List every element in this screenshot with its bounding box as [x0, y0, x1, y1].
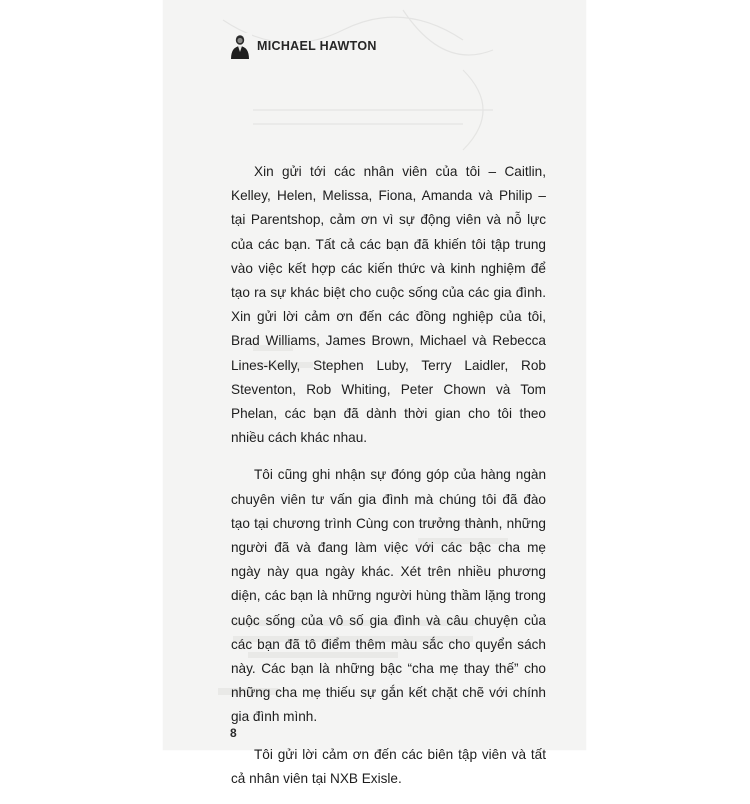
author-name: MICHAEL HAWTON [257, 39, 377, 53]
paragraph-counsellors-thanks: Tôi cũng ghi nhận sự đóng góp của hàng ngàn chuyên viên tư vấn gia đình mà chúng tôi đã đào tạo tại chương trình Cùng con trưởng thành, những người đã và đang làm việc với các bậc cha mẹ ngày này qua ngày khác. Xét trên nhiều phương diện, các bạn là những người hùng thầm lặng trong cuộc sống của vô số gia đình và câu chuyện của các bạn đã tô điểm thêm màu sắc cho quyển sách này. Các bạn là những bậc “cha mẹ thay thế” cho những cha mẹ thiếu sự gắn kết chặt chẽ với chính gia đình mình. [231, 467, 546, 725]
body-text [231, 160, 546, 804]
running-header [228, 33, 377, 59]
paragraph-staff-thanks: Xin gửi tới các nhân viên của tôi – Caitlin, Kelley, Helen, Melissa, Fiona, Amanda và Philip – tại Parentshop, cảm ơn vì sự động viên và nỗ lực của các bạn. Tất cả các bạn đã khiến tôi tập trung vào việc kết hợp các kiến thức và kinh nghiệm để tạo ra sự khác biệt cho cuộc sống của các gia đình. Xin gửi lời cảm ơn đến các đồng nghiệp của tôi, Brad Williams, James Brown, Michael và Rebecca Lines-Kelly, Stephen Luby, Terry Laidler, Rob Steventon, Rob Whiting, Peter Chown và Tom Phelan, các bạn đã dành thời gian cho tôi theo nhiều cách khác nhau. [231, 164, 546, 446]
author-portrait-icon [228, 33, 252, 59]
page-number: 8 [230, 726, 237, 740]
paragraph-editors-thanks: Tôi gửi lời cảm ơn đến các biên tập viên và tất cả nhân viên tại NXB Exisle. [231, 746, 546, 786]
book-page [163, 0, 586, 786]
